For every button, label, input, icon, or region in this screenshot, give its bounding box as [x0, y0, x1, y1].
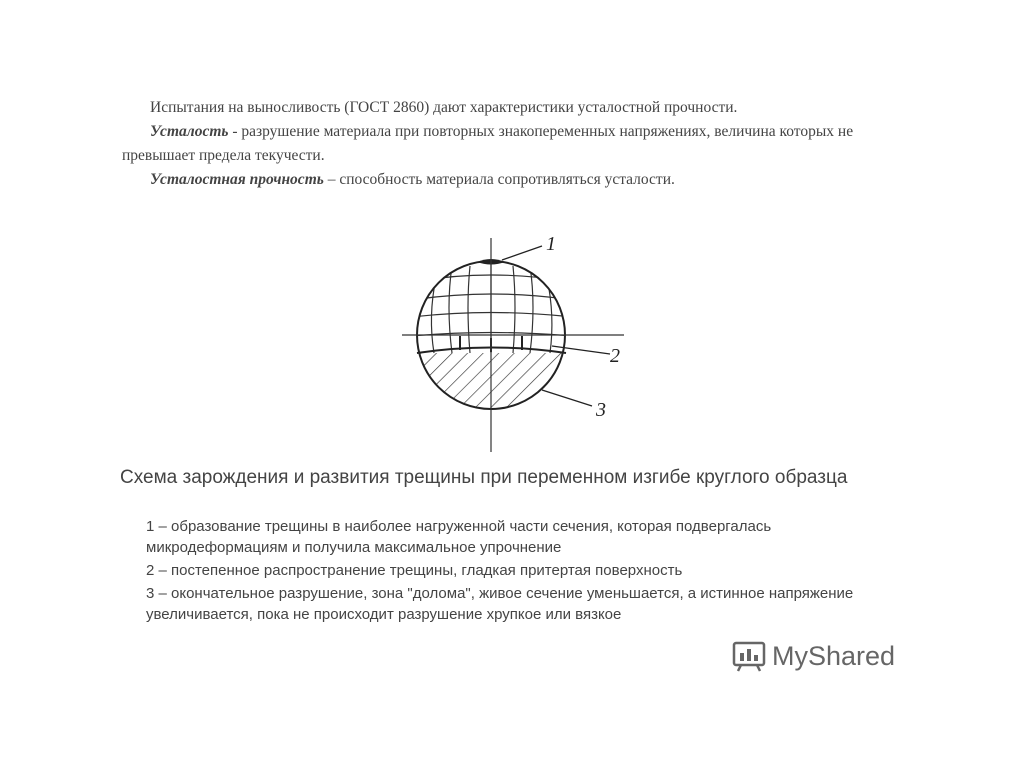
term-fatigue: Усталость [150, 123, 229, 140]
definition-fatigue-strength-text: – способность материала сопротивляться усталости. [323, 171, 675, 188]
crack-diagram [392, 226, 642, 462]
term-fatigue-strength: Усталостная прочность [150, 171, 324, 188]
figure-caption: Схема зарождения и развития трещины при переменном изгибе круглого образца [120, 467, 848, 488]
crack-diagram-svg [392, 226, 642, 462]
figure-label-3: 3 [596, 399, 606, 421]
watermark-text: MyShared [772, 640, 896, 671]
figure-label-2: 2 [610, 345, 620, 367]
legend-item-2: 2 – постепенное распространение трещины, гладкая притертая поверхность [146, 562, 683, 579]
leader-1 [502, 246, 542, 260]
legend-item-1: 1 – образование трещины в наиболее нагруженной части сечения, которая подвергалась микродеформациям и получила максимальное упрочнение [146, 518, 772, 556]
definition-fatigue-text: - разрушение материала при повторных знакопеременных напряжениях, величина которых не превышает предела текучести. [122, 123, 854, 164]
legend-item-3: 3 – окончательное разрушение, зона "долома", живое сечение уменьшается, а истинное напряжение увеличивается, пока не происходит разрушение хрупкое или вязкое [146, 585, 854, 623]
intro-text [122, 96, 912, 192]
myshared-watermark [732, 636, 895, 676]
intro-line: Испытания на выносливость (ГОСТ 2860) дают характеристики усталостной прочности. [150, 99, 738, 116]
definition-fatigue-strength [122, 168, 912, 192]
definition-fatigue [122, 120, 912, 168]
figure-label-1: 1 [546, 233, 556, 255]
leader-3 [542, 390, 592, 406]
myshared-logo-icon [732, 639, 766, 673]
